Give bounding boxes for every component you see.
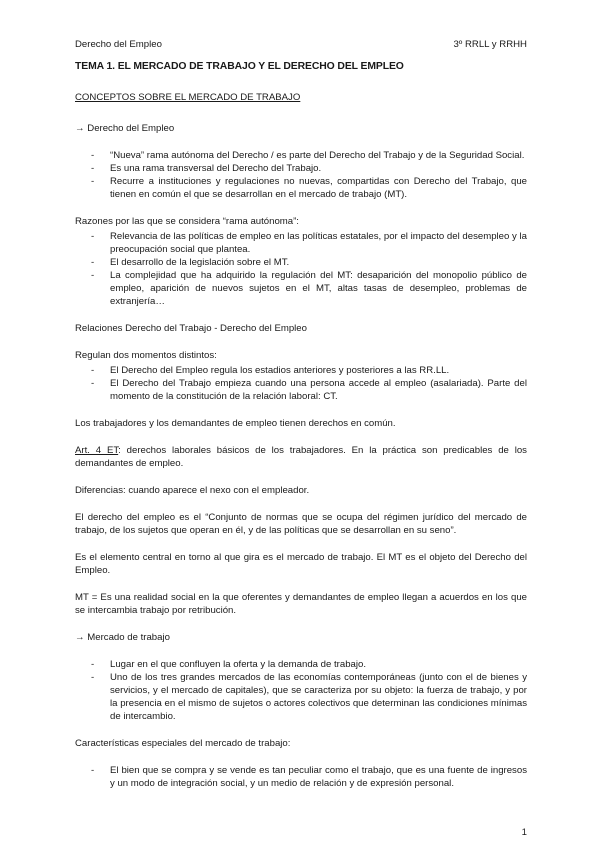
list-item: - El bien que se compra y se vende es tan peculiar como el trabajo, que es una fuente de ingresos y un modo de integración social, y un medio de relación y de expresión personal. <box>75 764 527 790</box>
list-regulan <box>75 364 527 403</box>
paragraph-diferencias: Diferencias: cuando aparece el nexo con el empleador. <box>75 485 310 496</box>
list-razones <box>75 230 527 308</box>
relaciones-heading: Relaciones Derecho del Trabajo - Derecho del Empleo <box>75 323 307 334</box>
paragraph-trabajadores: Los trabajadores y los demandantes de empleo tienen derechos en común. <box>75 418 396 429</box>
page-number: 1 <box>521 827 527 838</box>
art-4-et-text: : derechos laborales básicos de los trabajadores. En la práctica son predicables de los demandantes de empleo. <box>75 445 527 469</box>
list-derecho-empleo <box>75 149 527 201</box>
list-item: - Uno de los tres grandes mercados de las economías contemporáneas (junto con el de bienes y servicios, y el mercado de capitales), que se caracteriza por su objeto: la fuerza de trabajo, y por la presencia en el mismo de sujetos o actores colectivos que determinan las condiciones mínimas de intercambio. <box>75 671 527 723</box>
list-item: - Es una rama transversal del Derecho del Trabajo. <box>75 162 527 175</box>
list-caracteristicas <box>75 764 527 790</box>
paragraph-definicion: El derecho del empleo es el “Conjunto de normas que se ocupa del régimen jurídico del mercado de trabajo, de los sujetos que operan en él, y de las políticas que se desarrollan en su seno”. <box>75 512 527 536</box>
razones-intro: Razones por las que se considera “rama autónoma”: <box>75 216 299 227</box>
subheading-derecho-empleo: → Derecho del Empleo <box>75 123 175 134</box>
document-title: TEMA 1. EL MERCADO DE TRABAJO Y EL DERECHO DEL EMPLEO <box>75 61 404 72</box>
list-item: - “Nueva” rama autónoma del Derecho / es parte del Derecho del Trabajo y de la Seguridad Social. <box>75 149 527 162</box>
page-header-right: 3º RRLL y RRHH <box>453 39 527 50</box>
caracteristicas-heading: Características especiales del mercado de trabajo: <box>75 738 291 749</box>
art-4-et-reference: Art. 4 ET <box>75 445 119 456</box>
list-item: - El Derecho del Empleo regula los estadios anteriores y posteriores a las RR.LL. <box>75 364 527 377</box>
page-header-left: Derecho del Empleo <box>75 39 162 50</box>
document-body <box>75 60 527 802</box>
list-item: - El Derecho del Trabajo empieza cuando una persona accede al empleo (asalariada). Parte del momento de la constitución de la relación laboral: CT. <box>75 377 527 403</box>
section-heading: CONCEPTOS SOBRE EL MERCADO DE TRABAJO <box>75 92 301 103</box>
list-item: - Recurre a instituciones y regulaciones no nuevas, compartidas con Derecho del Trabajo, que tienen en común el que se desarrollan en el mercado de trabajo (MT). <box>75 175 527 201</box>
list-mercado-trabajo <box>75 658 527 723</box>
paragraph-art4 <box>75 444 527 470</box>
list-item: - La complejidad que ha adquirido la regulación del MT: desaparición del monopolio público de empleo, aparición de nuevos sujetos en el MT, altas tasas de desempleo, problemas de extranjería… <box>75 269 527 308</box>
regulan-intro: Regulan dos momentos distintos: <box>75 350 217 361</box>
subheading-mercado-trabajo: → Mercado de trabajo <box>75 632 170 643</box>
list-item: - Relevancia de las políticas de empleo en las políticas estatales, por el impacto del desempleo y la preocupación social que plantea. <box>75 230 527 256</box>
list-item: - Lugar en el que confluyen la oferta y la demanda de trabajo. <box>75 658 527 671</box>
paragraph-mt-definicion: MT = Es una realidad social en la que oferentes y demandantes de empleo llegan a acuerdos en los que se intercambia trabajo por retribución. <box>75 592 527 616</box>
list-item: - El desarrollo de la legislación sobre el MT. <box>75 256 527 269</box>
paragraph-elemento-central: Es el elemento central en torno al que gira es el mercado de trabajo. El MT es el objeto del Derecho del Empleo. <box>75 552 527 576</box>
